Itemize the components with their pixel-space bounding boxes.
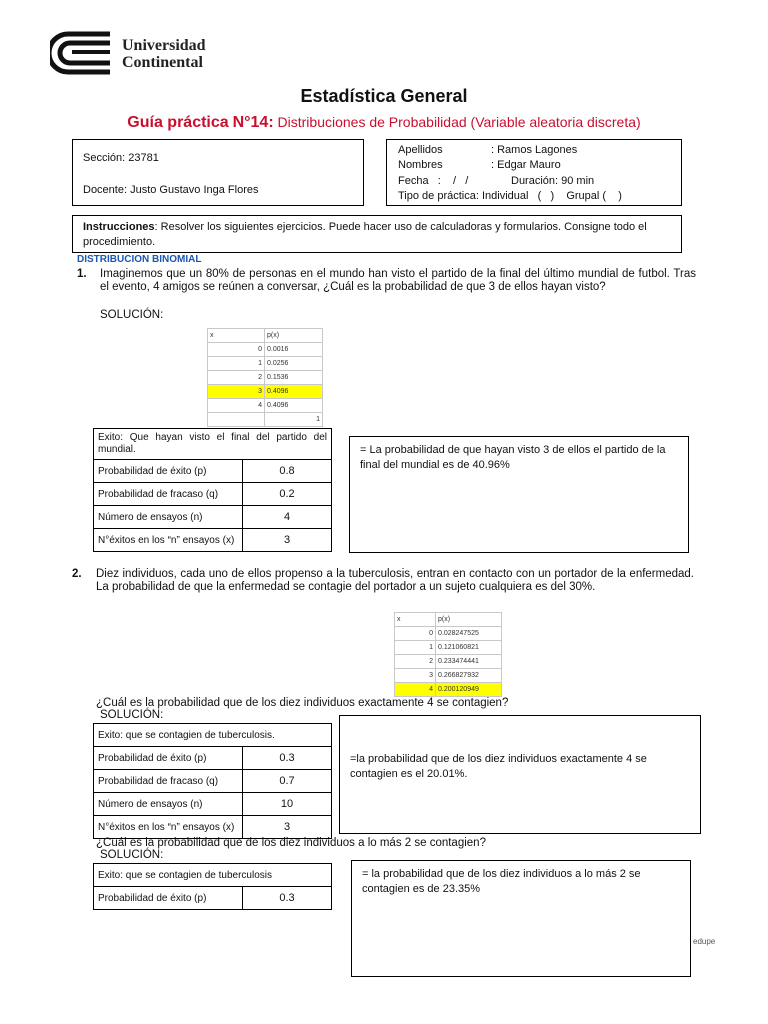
q1-parameters-table <box>93 428 332 552</box>
q2b-answer-box: = la probabilidad que de los diez individuos a lo más 2 se contagien es de 23.35% <box>351 860 691 977</box>
table-row: 1 0.121060821 <box>395 641 502 655</box>
instructions-box <box>72 215 682 253</box>
table-row: 4 0.4096 <box>208 399 323 413</box>
table-row: Probabilidad de éxito (p) 0.3 <box>94 887 332 910</box>
q2-text: Diez individuos, cada uno de ellos propenso a la tuberculosis, entran en contacto con un portador de la enfermedad. La probabilidad de que la enfermedad se contagie del portador a un sujeto cualquiera es del 30%. <box>96 568 694 593</box>
names-value: : Edgar Mauro <box>491 159 561 171</box>
q1-number: 1. <box>77 268 87 280</box>
sheet-header-x: x <box>208 329 265 343</box>
table-row: 3 0.266827932 <box>395 669 502 683</box>
table-row: 1 <box>208 413 323 427</box>
instructions-text: Instrucciones: Resolver los siguientes ejercicios. Puede hacer uso de calculadoras y formularios. Consigne todo el procedimiento. <box>83 221 647 248</box>
q2b-parameters-table <box>93 863 332 910</box>
teacher-text: Docente: Justo Gustavo Inga Flores <box>83 184 259 196</box>
table-row: Probabilidad de éxito (p) 0.3 <box>94 747 332 770</box>
table-row: Número de ensayos (n) 10 <box>94 793 332 816</box>
highlighted-row: 3 0.4096 <box>208 385 323 399</box>
q2b-question: ¿Cuál es la probabilidad que de los diez individuos a lo más 2 se contagien? <box>96 837 486 849</box>
table-row: Probabilidad de éxito (p) 0.8 <box>94 460 332 483</box>
q1-answer-box: = La probabilidad de que hayan visto 3 de ellos el partido de la final del mundial es de 40.96% <box>349 436 689 553</box>
table-row: 2 0.233474441 <box>395 655 502 669</box>
table-row <box>208 329 323 343</box>
university-name: Universidad Continental <box>122 37 206 71</box>
student-info-box <box>386 139 682 206</box>
q1-solution-label: SOLUCIÓN: <box>100 309 164 321</box>
section-heading: DISTRIBUCION BINOMIAL <box>77 254 202 265</box>
university-logo-icon <box>50 30 114 76</box>
section-text: Sección: 23781 <box>83 152 159 164</box>
duration-field: Duración: 90 min <box>511 175 595 187</box>
guide-heading: Guía práctica N°14: Distribuciones de Probabilidad (Variable aleatoria discreta) <box>127 114 641 131</box>
table-row: Exito: Que hayan visto el final del partido del mundial. <box>94 429 332 460</box>
table-row: Exito: que se contagien de tuberculosis. <box>94 724 332 747</box>
q2a-answer-box: =la probabilidad que de los diez individuos exactamente 4 se contagien es el 20.01%. <box>339 715 701 834</box>
q2-number: 2. <box>72 568 82 580</box>
q2a-question: ¿Cuál es la probabilidad que de los diez individuos exactamente 4 se contagien? <box>96 697 509 709</box>
q2a-parameters-table <box>93 723 332 839</box>
table-row: x p(x) <box>395 613 502 627</box>
q1-spreadsheet <box>207 328 323 427</box>
table-row: N°éxitos en los “n” ensayos (x) 3 <box>94 529 332 552</box>
names-label: Nombres <box>398 159 443 171</box>
q2a-solution-label: SOLUCIÓN: <box>100 709 164 721</box>
sheet-header-p: p(x) <box>265 329 323 343</box>
highlighted-row: 4 0.200120949 <box>395 683 502 697</box>
surname-value: : Ramos Lagones <box>491 144 578 156</box>
table-row: Número de ensayos (n) 4 <box>94 506 332 529</box>
table-row: 0 0.0016 <box>208 343 323 357</box>
table-row: 2 0.1536 <box>208 371 323 385</box>
section-info-box <box>72 139 364 206</box>
footer-fragment: edupe <box>693 937 716 946</box>
practice-type: Tipo de práctica: Individual ( ) Grupal ( ) <box>398 190 622 202</box>
course-title: Estadística General <box>300 86 468 106</box>
table-row: Probabilidad de fracaso (q) 0.2 <box>94 483 332 506</box>
table-row: N°éxitos en los “n” ensayos (x) 3 <box>94 816 332 839</box>
table-row: Exito: que se contagien de tuberculosis <box>94 864 332 887</box>
date-field: Fecha : / / <box>398 175 469 187</box>
q2-spreadsheet <box>394 612 502 697</box>
q1-text: Imaginemos que un 80% de personas en el mundo han visto el partido de la final del último mundial de futbol. Tras el evento, 4 amigos se reúnen a conversar, ¿Cuál es la probabilidad de que 3 de ellos hayan visto? <box>100 268 696 293</box>
q2b-solution-label: SOLUCIÓN: <box>100 849 164 861</box>
table-row: 1 0.0256 <box>208 357 323 371</box>
table-row: 0 0.028247525 <box>395 627 502 641</box>
table-row: Probabilidad de fracaso (q) 0.7 <box>94 770 332 793</box>
surname-label: Apellidos <box>398 144 443 156</box>
